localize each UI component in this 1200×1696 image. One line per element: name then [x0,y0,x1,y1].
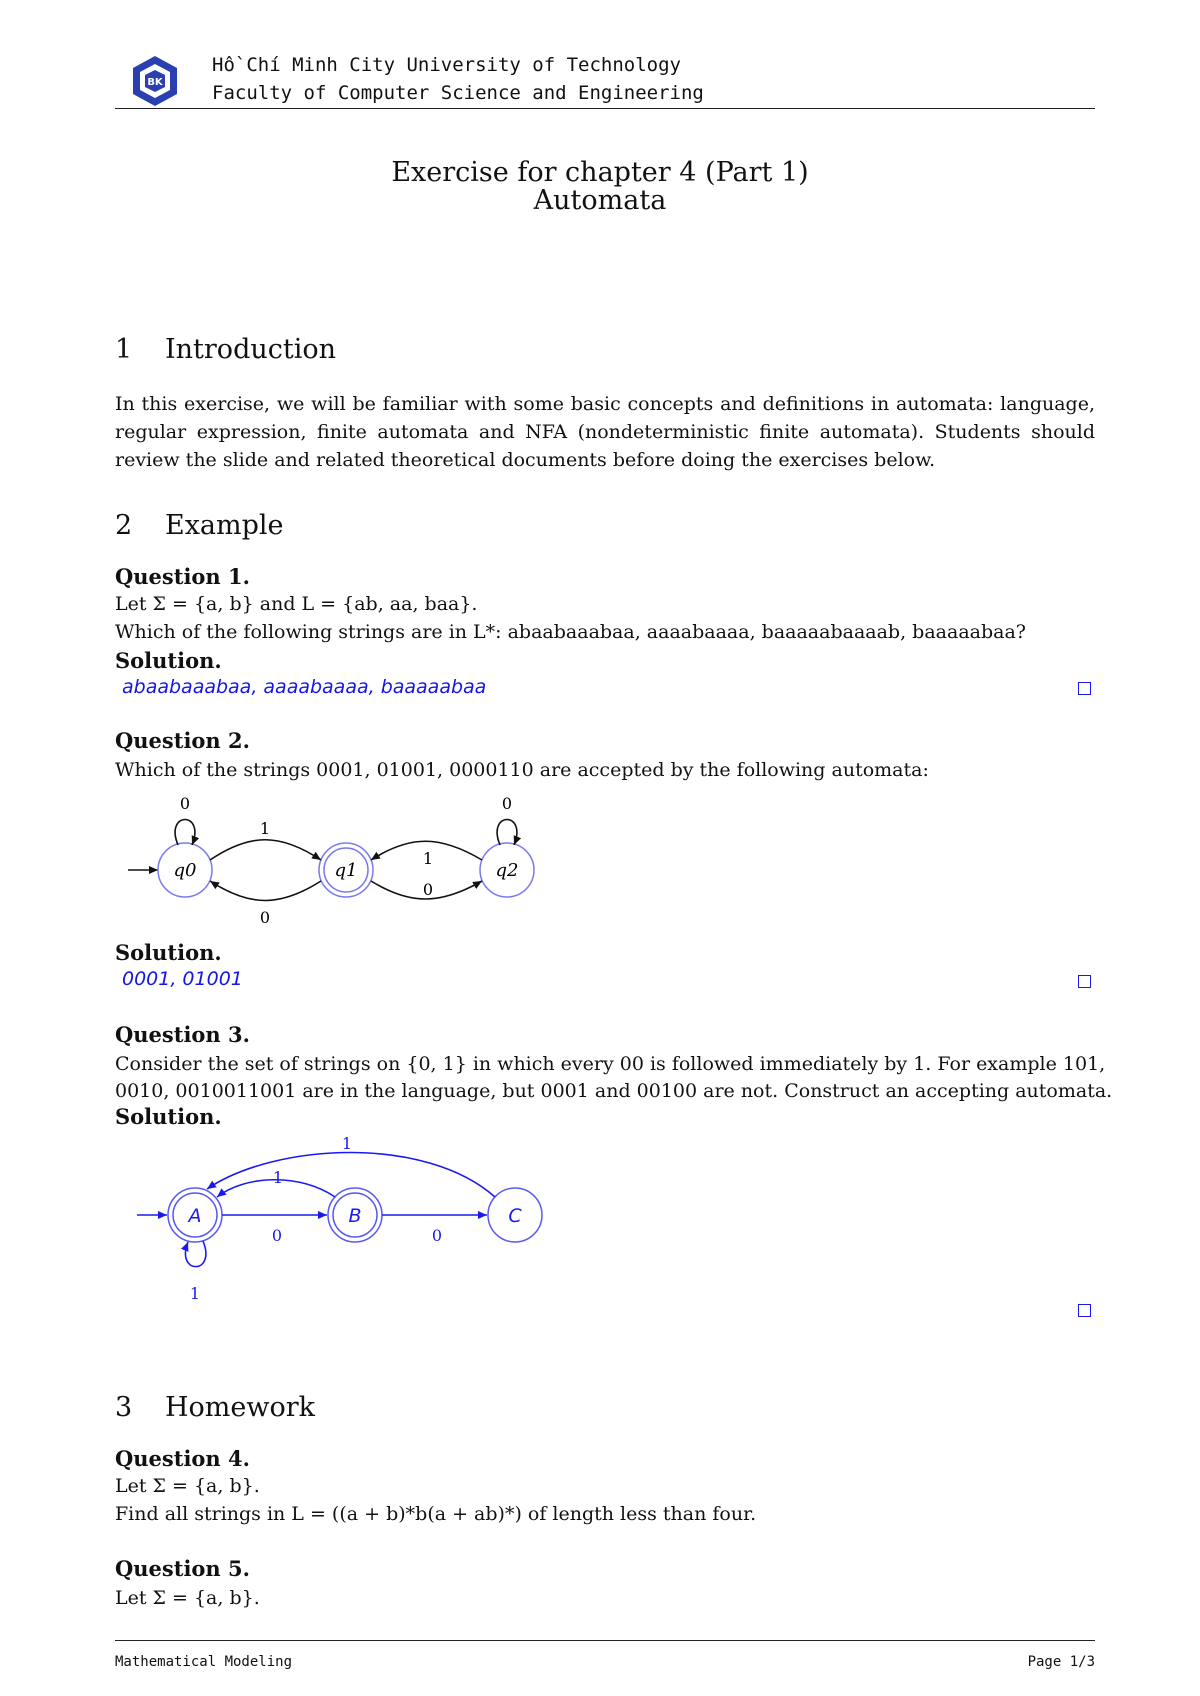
label-q1-q0: 0 [259,908,271,927]
university-logo [128,54,182,108]
state-B-label: B [348,1205,362,1227]
introduction-paragraph: In this exercise, we will be familiar with some basic concepts and definitions in automata: language, regular expression, finite automata and NFA (nondeterministic finite automata). Students should review the slide and related theoretical documents before doing the exercises below. [115,393,1095,471]
header-rule [115,108,1095,109]
q3-automaton-diagram [125,1125,565,1310]
label-q1-q2: 0 [422,880,434,899]
question-5-heading: Question 5. [115,1556,250,1581]
state-q0-label: q0 [173,860,197,881]
section-title: Homework [165,1392,316,1423]
section-introduction-heading [115,334,336,365]
document-subtitle: Automata [533,185,667,216]
state-A-label: A [188,1205,202,1227]
q2-automaton-diagram [120,785,560,935]
section-title: Introduction [165,334,336,365]
loop-A [185,1241,205,1267]
header-university: Hồ Chí Minh City University of Technology [212,54,681,76]
question-5-line-1: Let Σ = {a, b}. [115,1587,260,1609]
state-q2-label: q2 [495,860,519,881]
label-A-B: 0 [271,1226,283,1245]
question-2-heading: Question 2. [115,728,250,753]
question-2-answer: 0001, 01001 [122,968,243,990]
question-4-line-2: Find all strings in L = ((a + b)*b(a + ab)*) of length less than four. [115,1503,757,1525]
question-1-solution-label: Solution. [115,648,222,673]
loop-q2 [497,820,517,846]
label-q2-q1: 1 [422,849,434,868]
qed-square [1078,975,1091,988]
edge-q0-q1 [210,840,321,860]
label-loop-q2: 0 [501,794,513,813]
question-1-heading: Question 1. [115,564,250,589]
qed-square [1078,682,1091,695]
edge-q1-q0 [210,881,321,901]
section-number: 2 [115,510,133,541]
section-example-heading [115,510,284,541]
state-q1-label: q1 [334,860,358,881]
section-number: 3 [115,1392,133,1423]
section-number: 1 [115,334,133,365]
question-4-line-1: Let Σ = {a, b}. [115,1475,260,1497]
question-1-answer: abaabaaabaa, aaaabaaaa, baaaaabaa [122,676,487,698]
question-1-line-2: Which of the following strings are in L*: abaabaaabaa, aaaabaaaa, baaaaabaaaab, baaaaabaa? [115,621,1026,643]
edge-C-A [207,1153,495,1198]
header-faculty: Faculty of Computer Science and Engineering [212,82,704,104]
section-title: Example [165,510,284,541]
state-C-label: C [508,1205,522,1227]
question-2-solution-label: Solution. [115,940,222,965]
label-C-A: 1 [341,1134,353,1153]
label-loop-A: 1 [189,1284,201,1303]
question-3-line-2: 0010, 0010011001 are in the language, but 0001 and 00100 are not. Construct an accepting automata. [115,1080,1113,1102]
label-B-C: 0 [431,1226,443,1245]
document-title: Exercise for chapter 4 (Part 1) [391,157,809,188]
qed-square [1078,1304,1091,1317]
question-2-line-1: Which of the strings 0001, 01001, 0000110 are accepted by the following automata: [115,759,929,781]
section-homework-heading [115,1392,315,1423]
label-q0-q1: 1 [259,819,271,838]
label-B-A: 1 [272,1168,284,1187]
logo-text: BK [147,77,163,88]
question-3-line-1: Consider the set of strings on {0, 1} in which every 00 is followed immediately by 1. For example 101, [115,1053,1106,1075]
question-4-heading: Question 4. [115,1446,250,1471]
question-1-line-1: Let Σ = {a, b} and L = {ab, aa, baa}. [115,593,478,615]
loop-q0 [175,820,195,846]
question-3-solution-label: Solution. [115,1104,222,1129]
label-loop-q0: 0 [179,794,191,813]
question-3-heading: Question 3. [115,1022,250,1047]
footer-rule [115,1640,1095,1641]
footer-page-number: Page 1/3 [1027,1654,1095,1670]
footer-course: Mathematical Modeling [115,1654,293,1670]
